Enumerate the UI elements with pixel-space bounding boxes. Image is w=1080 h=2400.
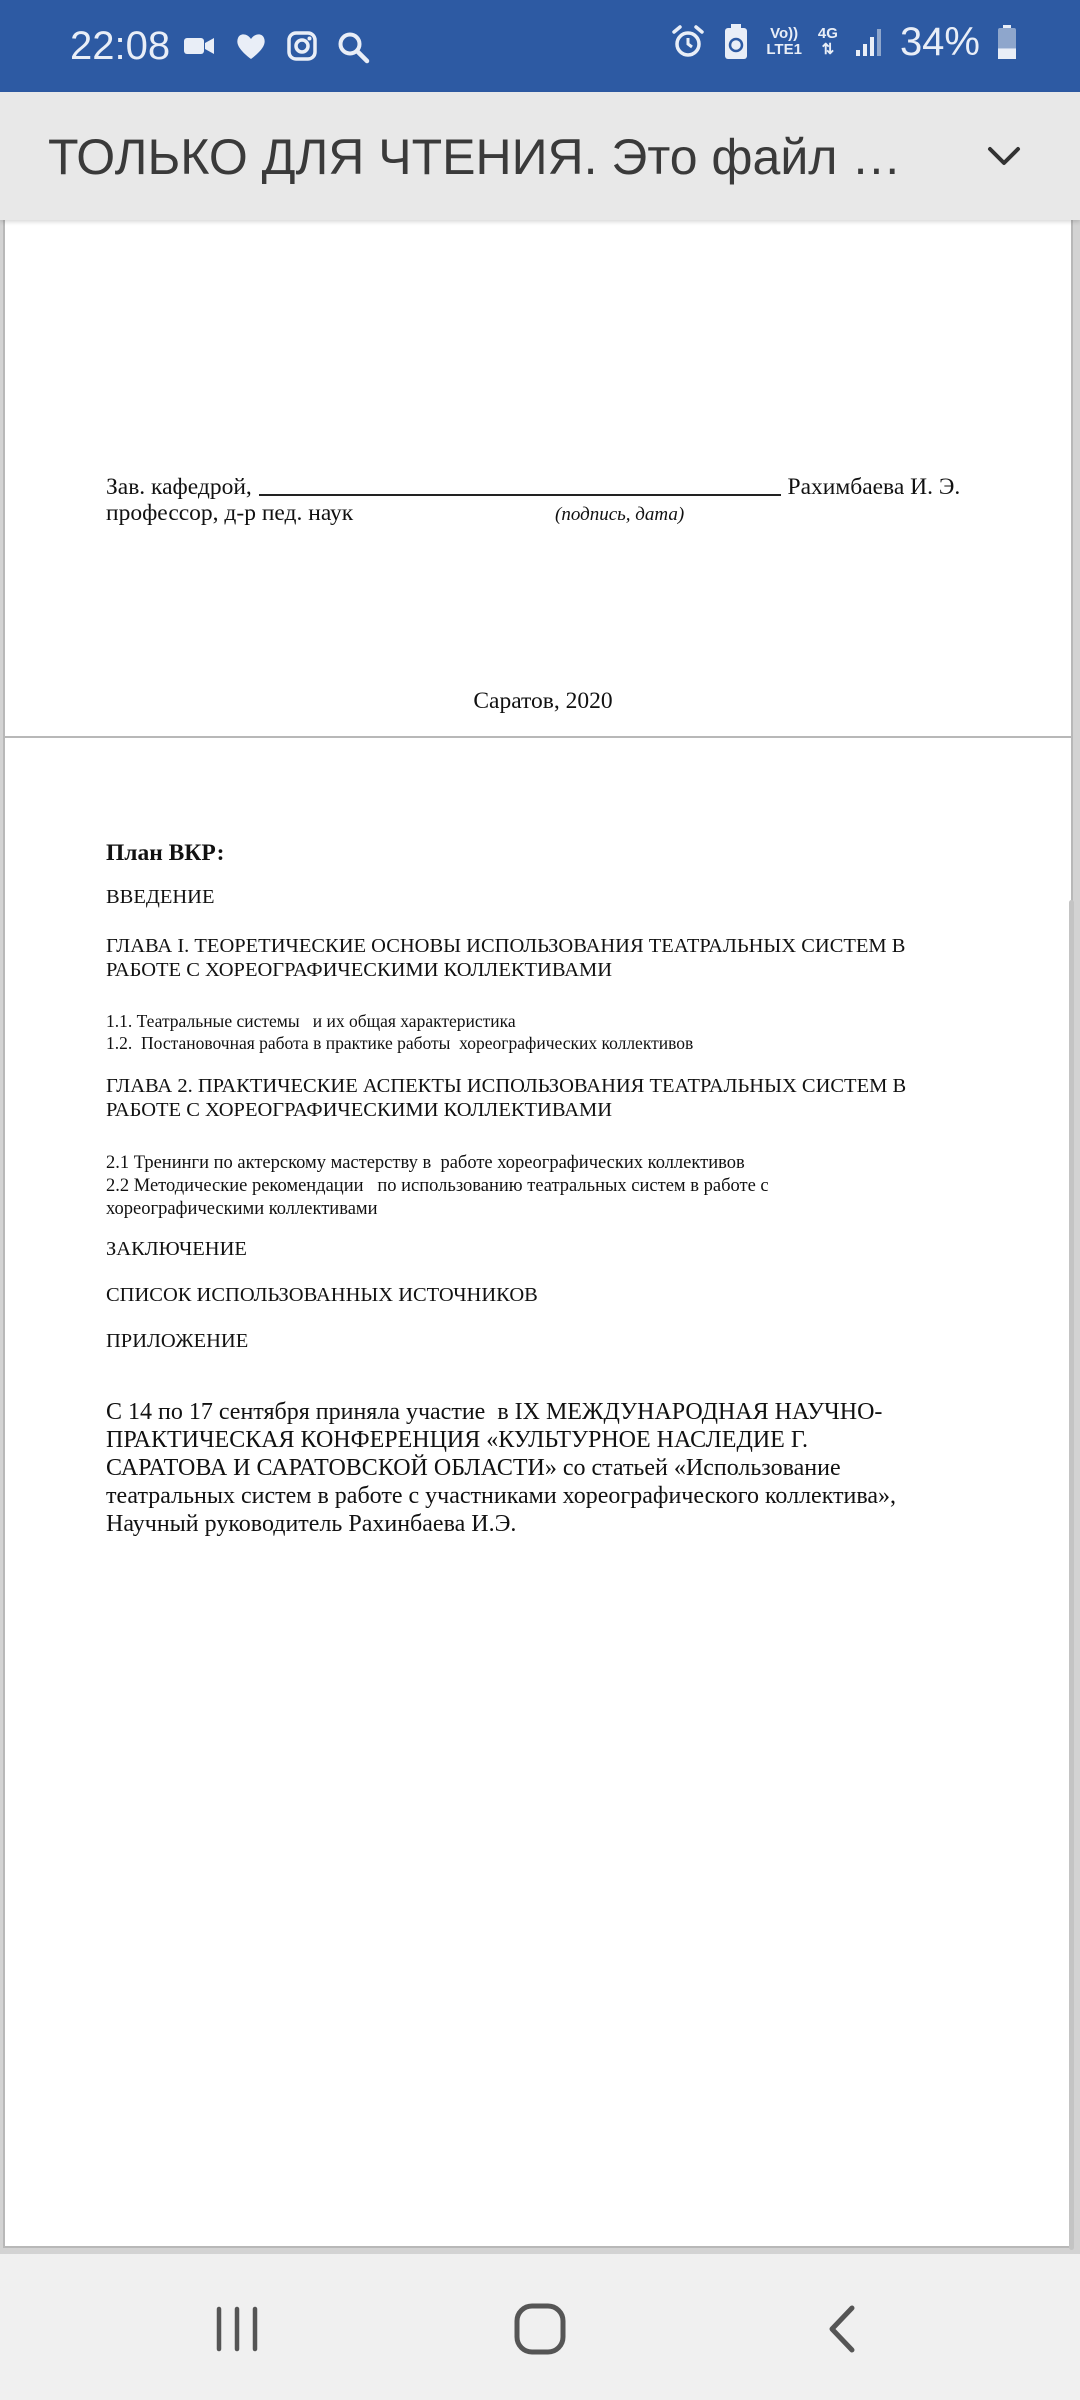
volte-label-bottom: LTE1 [766,41,802,58]
chevron-down-icon[interactable] [976,128,1032,184]
read-only-banner-title: ТОЛЬКО ДЛЯ ЧТЕНИЯ. Это файл … [48,129,902,185]
document-viewer[interactable] [0,220,1080,2254]
chapter-2-title-line: ГЛАВА 2. ПРАКТИЧЕСКИЕ АСПЕКТЫ ИСПОЛЬЗОВАНИЯ ТЕАТРАЛЬНЫХ СИСТЕМ В [106,1075,907,1097]
volte-indicator [766,26,802,58]
battery-saver-icon [722,23,750,61]
head-signature-line [106,470,986,501]
signature-line [259,470,781,496]
alarm-icon [670,24,706,60]
conference-paragraph [106,1398,986,1538]
battery-percent: 34% [899,20,980,64]
system-status-icons [670,22,1018,62]
conference-line: театральных систем в работе с участниками хореографического коллектива», [106,1483,897,1509]
conference-line: Научный руководитель Рахинбаева И.Э. [106,1511,517,1537]
4g-data-icon [818,26,838,58]
document-page [3,736,1073,2248]
search-icon [336,30,370,64]
plan-chapter-2-items [106,1152,986,1221]
signal-icon [854,26,884,58]
plan-chapter-2 [106,1074,986,1122]
data-arrows: ⇅ [821,41,835,58]
head-name: Рахимбаева И. Э. [787,474,961,500]
plan-references: СПИСОК ИСПОЛЬЗОВАННЫХ ИСТОЧНИКОВ [106,1284,538,1306]
navigation-bar [0,2254,1080,2400]
plan-title: План ВКР: [106,840,225,866]
plan-conclusion: ЗАКЛЮЧЕНИЕ [106,1238,247,1260]
head-degree: профессор, д-р пед. наук [106,500,354,526]
home-icon[interactable] [505,2294,575,2364]
plan-chapter-1-items [106,1010,986,1054]
status-time: 22:08 [70,24,171,68]
conference-line: С 14 по 17 сентября приняла участие в IX МЕЖДУНАРОДНАЯ НАУЧНО- [106,1399,883,1425]
head-label: Зав. кафедрой, [106,474,252,500]
volte-label-top: Vo)) [770,25,799,42]
plan-item: 1.1. Театральные системы и их общая характеристика [106,1011,516,1031]
chapter-2-title-line: РАБОТЕ С ХОРЕОГРАФИЧЕСКИМИ КОЛЛЕКТИВАМИ [106,1099,613,1121]
scrollbar[interactable] [1069,900,1074,2250]
chapter-1-title-line: РАБОТЕ С ХОРЕОГРАФИЧЕСКИМИ КОЛЛЕКТИВАМИ [106,959,613,981]
video-camera-icon [182,30,216,62]
notification-icons [182,30,370,64]
battery-icon [996,24,1018,60]
signature-hint: (подпись, дата) [555,504,685,525]
heart-icon [234,30,268,62]
city-year: Саратов, 2020 [473,688,613,714]
network-label: 4G [817,25,838,42]
back-icon[interactable] [808,2294,878,2364]
plan-item-continuation: хореографическими коллективами [106,1199,378,1219]
status-bar [0,0,1080,92]
plan-intro: ВВЕДЕНИЕ [106,886,215,908]
instagram-icon [286,30,318,62]
plan-appendix: ПРИЛОЖЕНИЕ [106,1330,249,1352]
chapter-1-title-line: ГЛАВА I. ТЕОРЕТИЧЕСКИЕ ОСНОВЫ ИСПОЛЬЗОВАНИЯ ТЕАТРАЛЬНЫХ СИСТЕМ В [106,935,906,957]
recent-apps-icon[interactable] [202,2294,272,2364]
conference-line: ПРАКТИЧЕСКАЯ КОНФЕРЕНЦИЯ «КУЛЬТУРНОЕ НАСЛЕДИЕ Г. [106,1427,808,1453]
plan-item: 2.1 Тренинги по актерскому мастерству в работе хореографических коллективов [106,1153,745,1173]
read-only-banner[interactable] [0,92,1080,220]
plan-item: 1.2. Постановочная работа в практике работы хореографических коллективов [106,1033,694,1053]
plan-chapter-1 [106,934,986,982]
conference-line: САРАТОВА И САРАТОВСКОЙ ОБЛАСТИ» со статьей «Использование [106,1455,841,1481]
plan-item: 2.2 Методические рекомендации по использованию театральных систем в работе с [106,1176,769,1196]
